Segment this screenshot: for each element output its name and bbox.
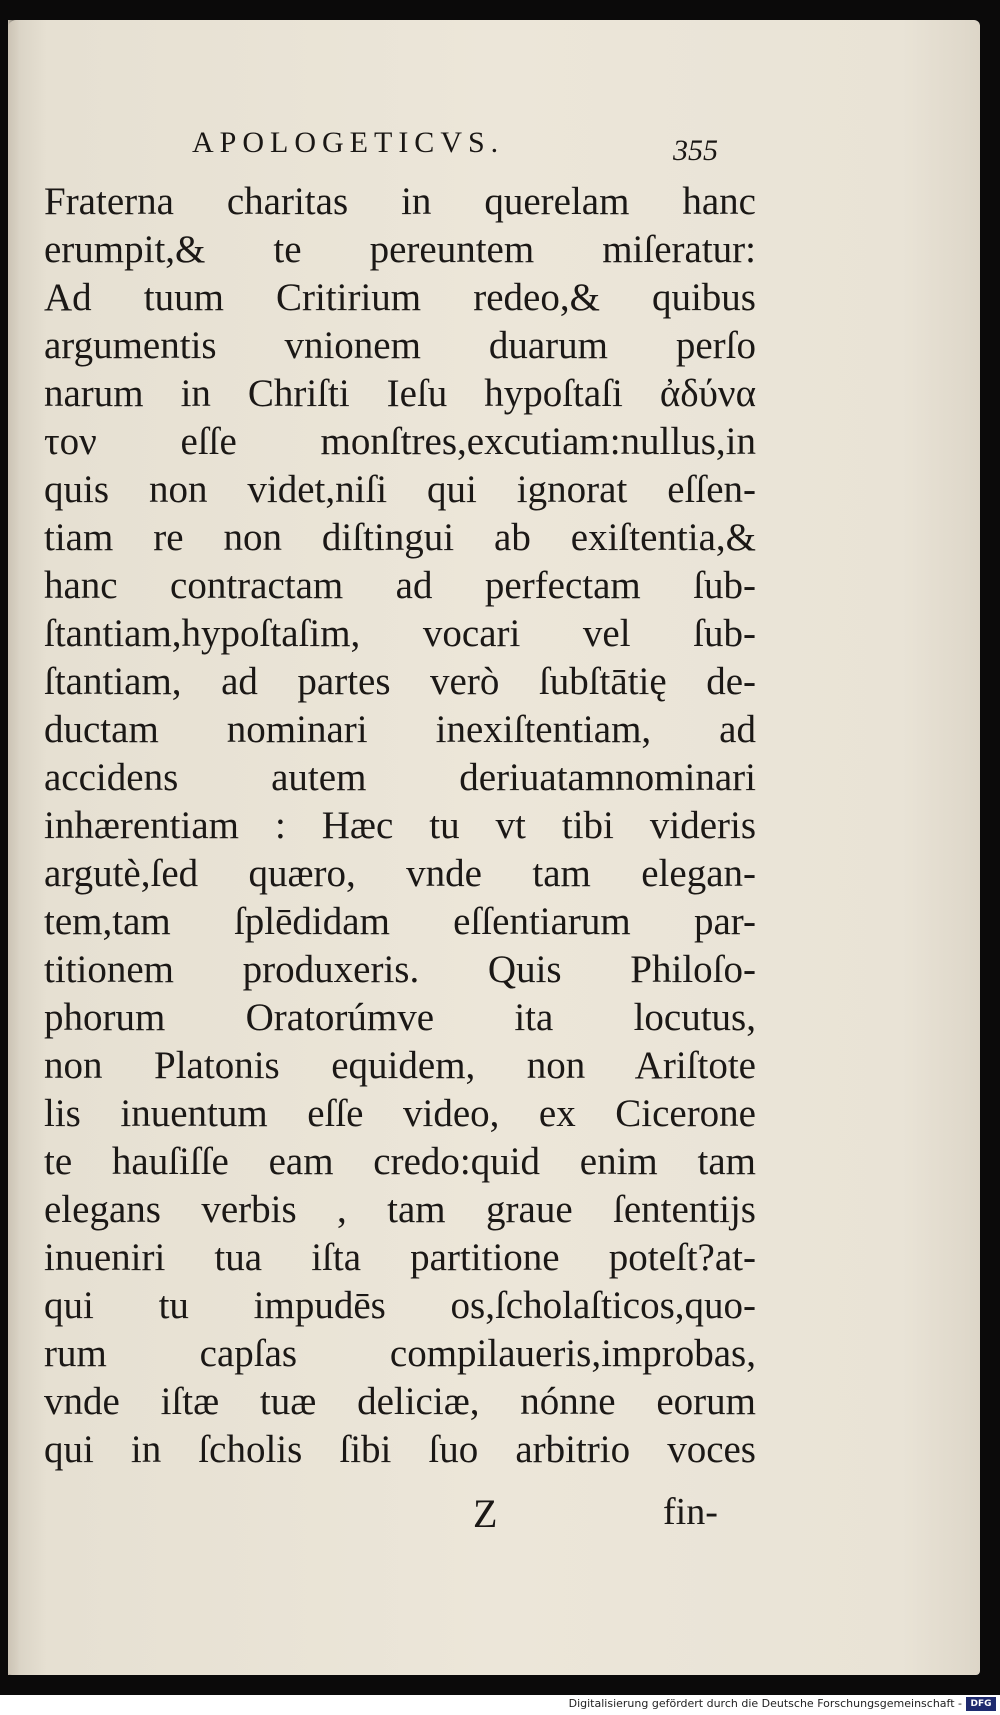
text-line: ſtantiam, ad partes verò ſubſtātię de- [44, 660, 756, 703]
text-line: lis inuentum eſſe video, ex Cicerone [44, 1092, 756, 1135]
text-line: argutè,ſed quæro, vnde tam elegan- [44, 852, 756, 895]
text-line: vnde iſtæ tuæ deliciæ, nónne eorum [44, 1380, 756, 1423]
text-line: non Platonis equidem, non Ariſtote [44, 1044, 756, 1087]
text-line: erumpit,& te pereuntem miſeratur: [44, 228, 756, 271]
digitization-footer [0, 1695, 1000, 1715]
body-text [44, 178, 756, 1474]
page-gutter-shadow [8, 20, 20, 1675]
text-line: ductam nominari inexiſtentiam, ad [44, 708, 756, 751]
text-line: qui in ſcholis ſibi ſuo arbitrio voces [44, 1428, 756, 1471]
page-header [8, 120, 980, 180]
text-line: inhærentiam : Hæc tu vt tibi videris [44, 804, 756, 847]
text-line: titionem produxeris. Quis Philoſo- [44, 948, 756, 991]
book-page [8, 20, 980, 1675]
text-line: elegans verbis , tam graue ſententijs [44, 1188, 756, 1231]
text-line: te hauſiſſe eam credo:quid enim tam [44, 1140, 756, 1183]
text-line: qui tu impudēs os,ſcholaſticos,quo- [44, 1284, 756, 1327]
text-line: Fraterna charitas in querelam hanc [44, 180, 756, 223]
dfg-logo: DFG [966, 1697, 996, 1711]
text-line: Ad tuum Critirium redeo,& quibus [44, 276, 756, 319]
text-line: argumentis vnionem duarum perſo [44, 324, 756, 367]
catchword: fin- [663, 1491, 718, 1533]
text-line: accidens autem deriuatamnominari [44, 756, 756, 799]
text-line: inueniri tua iſta partitione poteſt?at- [44, 1236, 756, 1279]
funding-credit: Digitalisierung gefördert durch die Deutsche Forschungsgemeinschaft - [568, 1697, 962, 1710]
page-foot [8, 1490, 980, 1540]
page-number: 355 [673, 134, 718, 167]
text-line: quis non videt,niſi qui ignorat eſſen- [44, 468, 756, 511]
text-line: ſtantiam,hypoſtaſim, vocari vel ſub- [44, 612, 756, 655]
text-line: phorum Oratorúmve ita locutus, [44, 996, 756, 1039]
running-title: APOLOGETICVS. [192, 126, 505, 159]
text-line: tem,tam ſplēdidam eſſentiarum par- [44, 900, 756, 943]
text-line: hanc contractam ad perfectam ſub- [44, 564, 756, 607]
text-line: τον eſſe monſtres,excutiam:nullus,in [44, 420, 756, 463]
text-line: narum in Chriſti Ieſu hypoſtaſi ἀδύνα [44, 372, 756, 415]
text-line: rum capſas compilaueris,improbas, [44, 1332, 756, 1375]
text-line: tiam re non diſtingui ab exiſtentia,& [44, 516, 756, 559]
signature-mark: Z [473, 1491, 498, 1536]
